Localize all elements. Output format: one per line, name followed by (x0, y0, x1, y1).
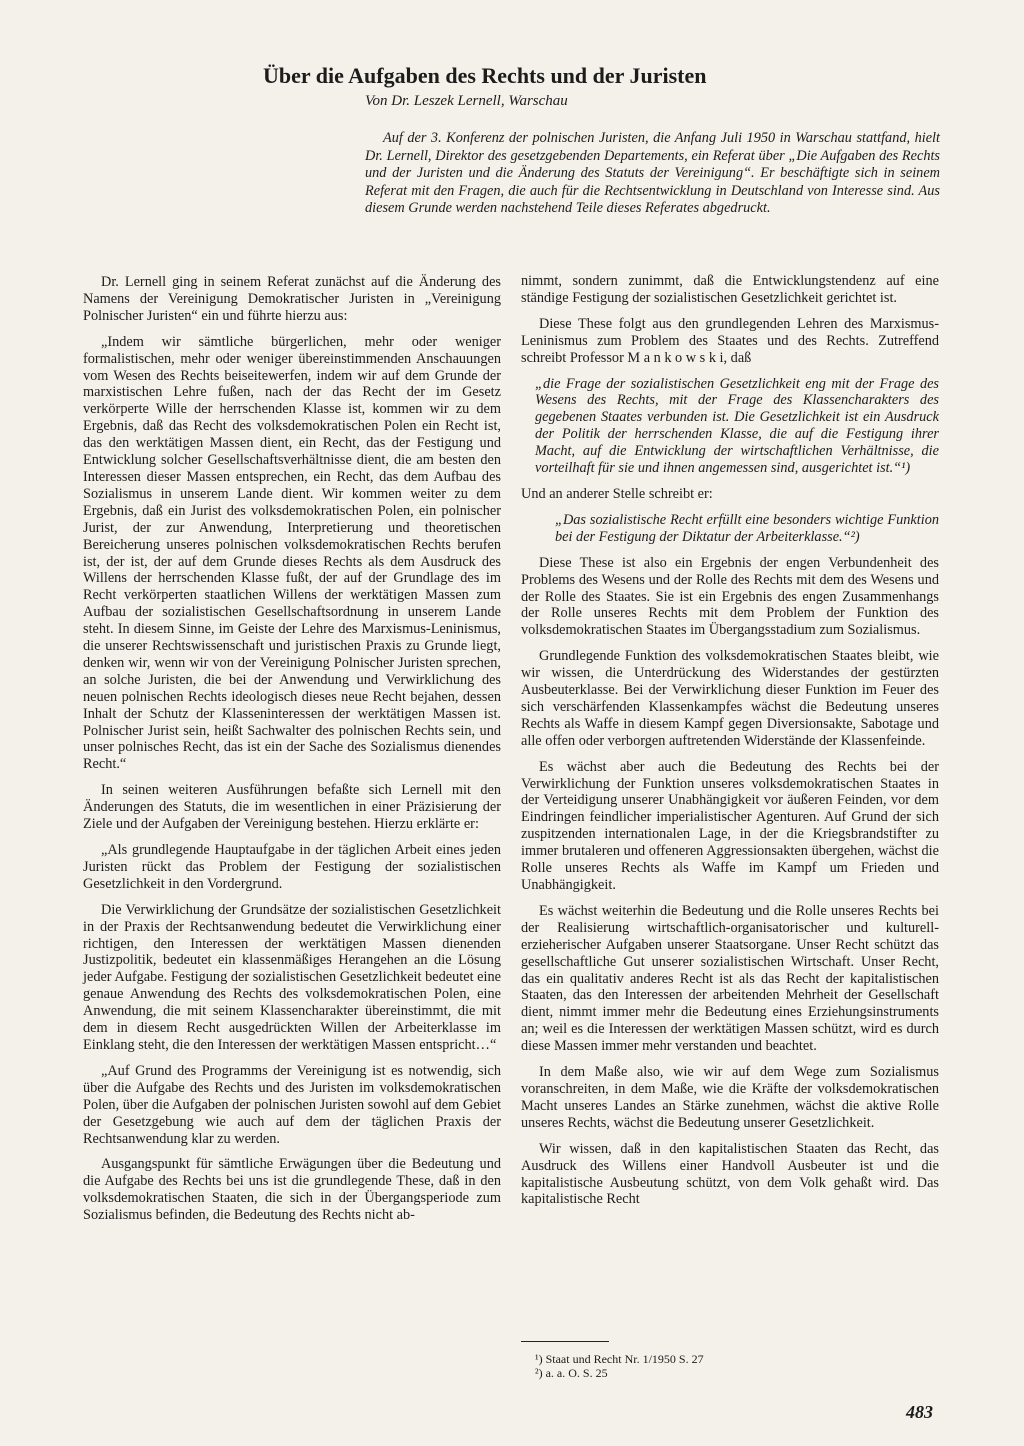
paragraph: Die Verwirklichung der Grundsätze der sozialistischen Gesetzlichkeit in der Praxis der Rechtsanwendung bedeutet die Verwirklichung einer richtigen, den Interessen der werktätigen Massen dienenden Justizpolitik, bedeutet ein klassenmäßiges Herangehen an die Lösung jeder Aufgabe. Festigung der sozialistischen Gesetzlichkeit bedeutet eine genaue Anwendung des Rechts des volksdemokratischen Polen, eine Anwendung, die mit seinem Klassencharakter übereinstimmt, die mit dem in diesem Recht ausgedrückten Willen der Arbeiterklasse im Einklang steht, die den Interessen der werktätigen Massen entspricht…“ (83, 901, 501, 1053)
footnote-divider (521, 1341, 609, 1342)
paragraph: Diese These ist also ein Ergebnis der engen Verbundenheit des Problems des Wesens und der Rolle des Rechts mit dem des Wesens und der Rolle des Staates. Sie ist ein Ergebnis des engen Zusammenhangs der Rolle unseres Rechts mit dem Problem der Funktion des volksdemokratischen Staates im Übergangsstadium zum Sozialismus. (521, 554, 939, 639)
left-column (83, 274, 501, 1233)
paragraph: In seinen weiteren Ausführungen befaßte sich Lernell mit den Änderungen des Statuts, die im wesentlichen in einer Präzisierung der Ziele und der Aufgaben der Vereinigung bestehen. Hierzu erklärte er: (83, 782, 501, 833)
block-quote: „die Frage der sozialistischen Gesetzlichkeit eng mit der Frage des Wesens des Rechts, mit der Frage des Klassencharakters des gegebenen Staates verbunden ist. Die Gesetzlichkeit ist ein Ausdruck der Politik der herrschenden Klasse, die auf die Festigung ihrer Macht, auf die Entwicklung der wirtschaftlichen Verhältnisse, die vorteilhaft für sie und ihnen angemessen sind, ausgerichtet ist.“¹) (535, 375, 939, 477)
paragraph: Grundlegende Funktion des volksdemokratischen Staates bleibt, wie wir wissen, die Unterdrückung des Widerstandes der gestürzten Ausbeuterklasse. Bei der Verwirklichung dieser Funktion im Feuer des sich verschärfenden Klassenkampfes wächst die Bedeutung unseres Rechts als Waffe in diesem Kampf gegen Diversionsakte, Sabotage und alle offen oder verborgen auftretenden Widerstände der Klassenfeinde. (521, 648, 939, 749)
paragraph: Und an anderer Stelle schreibt er: (521, 485, 713, 502)
paragraph: Diese These folgt aus den grundlegenden Lehren des Marxismus-Leninismus zum Problem des Staates und des Rechts. Zutreffend schreibt Professor M a n k o w s k i, daß (521, 315, 939, 366)
paragraph: „Als grundlegende Hauptaufgabe in der täglichen Arbeit eines jeden Juristen rückt das Problem der Festigung der sozialistischen Gesetzlichkeit in den Vordergrund. (83, 842, 501, 892)
paragraph: „Auf Grund des Programms der Vereinigung ist es notwendig, sich über die Aufgabe des Rechts und des Juristen im volksdemokratischen Polen, über die Aufgaben der polnischen Juristen sowohl auf dem Gebiet der Gesetzgebung wie auch auf dem der täglichen Praxis der Rechtsanwendung klar zu werden. (83, 1062, 501, 1147)
paragraph: In dem Maße also, wie wir auf dem Wege zum Sozialismus voranschreiten, in dem Maße, wie die Kräfte der volksdemokratischen Macht unseres Landes an Stärke zunehmen, wächst die aktive Rolle unseres Rechts, wächst die Bedeutung unserer Gesetzlichkeit. (521, 1064, 939, 1131)
paragraph: nimmt, sondern zunimmt, daß die Entwicklungstendenz auf eine ständige Festigung der sozialistischen Gesetzlichkeit gerichtet ist. (521, 273, 939, 306)
paragraph: Es wächst weiterhin die Bedeutung und die Rolle unseres Rechts bei der Realisierung wirtschaftlich-organisatorischer und kulturell-erzieherischer Aufgaben unserer Staatsorgane. Unser Recht schützt das gesellschaftliche Gut unserer sozialistischen Wirtschaft. Unser Recht, das ein qualitativ anderes Recht ist als das Recht der kapitalistischen Staaten, das den Interessen der arbeitenden Mehrheit der Gesellschaft dient, nimmt immer mehr die Bedeutung eines Erziehungsinstruments an; weil es die Interessen der werktätigen Massen schützt, wird es durch diese Massen immer mehr verstanden und beachtet. (521, 902, 939, 1055)
footnote: ¹) Staat und Recht Nr. 1/1950 S. 27 (535, 1352, 704, 1366)
paragraph: Ausgangspunkt für sämtliche Erwägungen über die Bedeutung und die Aufgabe des Rechts bei uns ist die grundlegende These, daß in den volksdemokratischen Staaten, die sich in der Übergangsperiode zum Sozialismus befinden, die Bedeutung des Rechts nicht ab- (83, 1156, 501, 1224)
paragraph: Dr. Lernell ging in seinem Referat zunächst auf die Änderung des Namens der Vereinigung Demokratischer Juristen in „Vereinigung Polnischer Juristen“ ein und führte hierzu aus: (83, 274, 501, 324)
paragraph: „Indem wir sämtliche bürgerlichen, mehr oder weniger formalistischen, mehr oder weniger übereinstimmenden Anschauungen vom Wesen des Rechts beiseitewerfen, indem wir auf dem Grunde der marxistischen Lehre fußen, nach der das Recht der im Gesetz verkörperte Wille der herrschenden Klasse ist, kommen wir zu dem Ergebnis, daß das Recht des volksdemokratischen Polen ein Recht ist, das den werktätigen Massen dient, ein Recht, das der Festigung und Entwicklung solcher Gesellschaftsverhältnisse dient, die am besten den Interessen dieser Massen entsprechen, ein Recht, das dem Aufbau des Sozialismus in unserem Lande dient. Wir kommen weiter zu dem Ergebnis, daß ein Jurist des volksdemokratischen Polen, ein polnischer Jurist, der zur Anwendung, Interpretierung und theoretischen Bereicherung unseres polnischen volksdemokratischen Rechts berufen ist, der ist, der auf dem Grunde dieses Rechts als dem Ausdruck des Willens der herrschenden Klasse fußt, der auf der Grundlage des im Recht verkörperten staatlichen Willens der werktätigen Massen zum Aufbau der sozialistischen Gesellschaftsordnung in unserem Lande steht. In diesem Sinne, im Geiste der Lehre des Marxismus-Leninismus, die unserer Rechtswissenschaft und juristischen Praxis zu Grunde liegt, denken wir, wenn wir von der Vereinigung Polnischer Juristen sprechen, an solche Juristen, die bei der Anwendung und Verwirklichung des neuen polnischen Rechts ideologisch dieses neue Recht bejahen, dessen Inhalt der Schutz der Klasseninteressen der werktätigen Massen ist. Polnischer Jurist sein, heißt Sachwalter des polnischen Rechts sein, und unser polnisches Recht, das ist ein der Sache des Sozialismus dienendes Recht.“ (83, 333, 501, 773)
article-title: Über die Aufgaben des Rechts und der Juristen (263, 63, 707, 88)
article-intro: Auf der 3. Konferenz der polnischen Juristen, die Anfang Juli 1950 in Warschau stattfand, hielt Dr. Lernell, Direktor des gesetzgebenden Departements, ein Referat über „Die Aufgaben des Rechts und der Juristen und die Änderung des Statuts der Vereinigung“. Er beschäftigte sich in seinem Referat mit den Fragen, die auch für die Rechtsentwicklung in Deutschland von Interesse sind. Aus diesem Grunde werden nachstehend Teile dieses Referates abgedruckt. (365, 130, 940, 217)
right-column (521, 273, 939, 1217)
page-number: 483 (906, 1402, 933, 1422)
footnotes (535, 1352, 835, 1380)
paragraph: Wir wissen, daß in den kapitalistischen Staaten das Recht, das Ausdruck des Willens einer Handvoll Ausbeuter ist und die kapitalistische Ausbeutung schützt, von dem Volk gehaßt wird. Das kapitalistische Recht (521, 1140, 939, 1208)
footnote: ²) a. a. O. S. 25 (535, 1366, 608, 1380)
paragraph: Es wächst aber auch die Bedeutung des Rechts bei der Verwirklichung der Funktion unseres volksdemokratischen Staates in der Verteidigung unserer Unabhängigkeit vor äußeren Feinden, vor dem Eindringen feindlicher imperialistischer Agenturen. Auf Grund der sich zuspitzenden internationalen Lage, in der die Kriegsbrandstifter zu immer brutaleren und offeneren Aggressionsakten übergehen, wächst die Rolle unseres Rechts als Waffe im Kampf um Frieden und Unabhängigkeit. (521, 758, 939, 893)
article-byline: Von Dr. Leszek Lernell, Warschau (365, 93, 568, 109)
block-quote: „Das sozialistische Recht erfüllt eine besonders wichtige Funktion bei der Festigung der Diktatur der Arbeiterklasse.“²) (555, 511, 939, 545)
